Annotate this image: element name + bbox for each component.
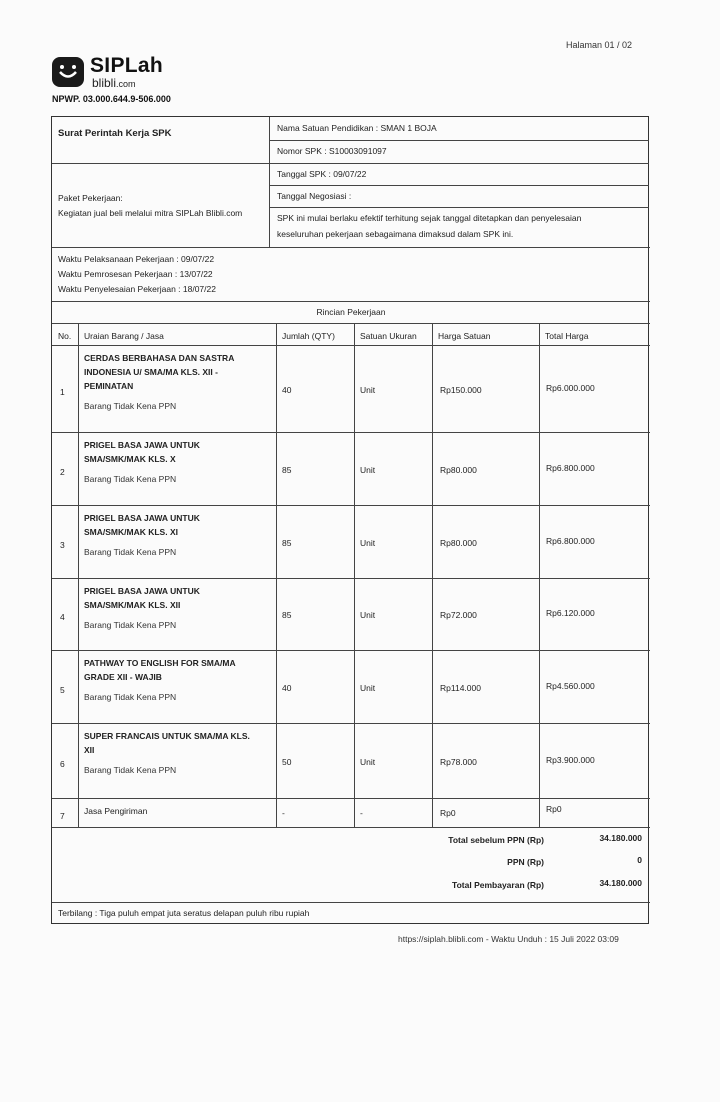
item-name-line: GRADE XII - WAJIB [84, 672, 162, 682]
doc-title: Surat Perintah Kerja SPK [58, 128, 172, 139]
item-qty: 85 [282, 464, 292, 475]
item-ppn-note: Barang Tidak Kena PPN [84, 620, 177, 630]
item-no: 3 [60, 539, 65, 550]
smile-bag-icon [52, 57, 84, 87]
column-header-satuan: Satuan Ukuran [360, 331, 417, 341]
item-ppn-note: Barang Tidak Kena PPN [84, 547, 177, 557]
item-ppn-note: Barang Tidak Kena PPN [84, 474, 177, 484]
logo-subtitle: blibli.com [92, 76, 136, 90]
item-name-line: PRIGEL BASA JAWA UNTUK [84, 513, 200, 523]
item-no: 7 [60, 810, 65, 821]
item-total: Rp3.900.000 [546, 754, 595, 765]
item-unit: Unit [360, 464, 376, 475]
item-total: Rp4.560.000 [546, 680, 595, 691]
item-unit: Unit [360, 682, 376, 693]
item-qty: 40 [282, 682, 292, 693]
item-qty: 85 [282, 610, 292, 620]
total-sebelum-label: Total sebelum PPN (Rp) [448, 835, 544, 845]
column-header-no: No. [58, 331, 72, 341]
keterangan-line-1: SPK ini mulai berlaku efektif terhitung sejak tanggal ditetapkan dan penyelesaian [277, 213, 582, 223]
ppn-value: 0 [637, 855, 642, 865]
item-name-line: CERDAS BERBAHASA DAN SASTRA [84, 353, 235, 363]
item-name-line: PRIGEL BASA JAWA UNTUK [84, 440, 200, 450]
item-price: Rp80.000 [440, 537, 477, 548]
item-no: 4 [60, 612, 65, 622]
item-total: Rp6.000.000 [546, 382, 595, 393]
item-ppn-note: Barang Tidak Kena PPN [84, 765, 177, 775]
column-header-total: Total Harga [545, 331, 589, 341]
paket-value: Kegiatan jual beli melalui mitra SIPLah Blibli.com [58, 208, 243, 218]
keterangan-line-2: keseluruhan pekerjaan sebagaimana dimaksud dalam SPK ini. [277, 229, 514, 239]
column-header-qty: Jumlah (QTY) [282, 331, 335, 341]
column-header-harga: Harga Satuan [438, 331, 491, 341]
item-unit: - [360, 808, 363, 818]
item-total: Rp6.120.000 [546, 608, 595, 618]
tanggal-spk: Tanggal SPK : 09/07/22 [277, 169, 367, 179]
nama-satuan: Nama Satuan Pendidikan : SMAN 1 BOJA [277, 123, 437, 133]
item-price: Rp150.000 [440, 384, 482, 395]
item-description [84, 804, 272, 818]
item-description [84, 351, 272, 411]
item-name-line: Jasa Pengiriman [84, 806, 148, 816]
total-pembayaran-value: 34.180.000 [599, 878, 642, 888]
total-sebelum-value: 34.180.000 [599, 833, 642, 843]
nomor-spk: Nomor SPK : S10003091097 [277, 146, 387, 156]
item-description [84, 584, 272, 630]
item-no: 5 [60, 684, 65, 695]
item-no: 2 [60, 466, 65, 477]
item-no: 6 [60, 758, 65, 769]
terbilang: Terbilang : Tiga puluh empat juta seratus delapan puluh ribu rupiah [58, 908, 310, 918]
waktu-pemrosesan: Waktu Pemrosesan Pekerjaan : 13/07/22 [58, 269, 213, 279]
item-name-line: PATHWAY TO ENGLISH FOR SMA/MA [84, 658, 236, 668]
ppn-label: PPN (Rp) [507, 857, 544, 867]
item-ppn-note: Barang Tidak Kena PPN [84, 401, 177, 411]
total-pembayaran-label: Total Pembayaran (Rp) [452, 880, 544, 890]
item-total: Rp0 [546, 804, 562, 814]
column-header-uraian: Uraian Barang / Jasa [84, 331, 164, 341]
waktu-penyelesaian: Waktu Penyelesaian Pekerjaan : 18/07/22 [58, 284, 216, 294]
item-qty: 40 [282, 384, 292, 395]
item-unit: Unit [360, 756, 376, 767]
waktu-pelaksanaan: Waktu Pelaksanaan Pekerjaan : 09/07/22 [58, 254, 215, 264]
item-price: Rp78.000 [440, 756, 477, 767]
item-ppn-note: Barang Tidak Kena PPN [84, 692, 177, 702]
item-description [84, 438, 272, 484]
item-qty: 85 [282, 537, 292, 548]
tanggal-negosiasi: Tanggal Negosiasi : [277, 191, 352, 201]
rincian-title: Rincian Pekerjaan [316, 307, 386, 317]
item-unit: Unit [360, 537, 376, 548]
page-number: Halaman 01 / 02 [566, 40, 633, 50]
item-name-line: INDONESIA U/ SMA/MA KLS. XII - [84, 367, 218, 377]
item-name-line: PEMINATAN [84, 381, 134, 391]
item-name-line: SMA/SMK/MAK KLS. XI [84, 527, 178, 537]
item-description [84, 729, 272, 775]
item-description [84, 656, 272, 702]
siplah-logo [52, 55, 192, 93]
item-price: Rp72.000 [440, 610, 477, 620]
footer-download-info: https://siplah.blibli.com - Waktu Unduh : 15 Juli 2022 03:09 [398, 934, 619, 944]
spk-table [51, 116, 649, 924]
item-name-line: PRIGEL BASA JAWA UNTUK [84, 586, 200, 596]
item-price: Rp114.000 [440, 682, 481, 693]
item-name-line: XII [84, 745, 95, 755]
item-qty: 50 [282, 756, 292, 767]
item-total: Rp6.800.000 [546, 462, 595, 473]
item-price: Rp0 [440, 808, 456, 818]
npwp-number: NPWP. 03.000.644.9-506.000 [52, 94, 171, 104]
item-unit: Unit [360, 610, 376, 620]
item-price: Rp80.000 [440, 464, 477, 475]
item-name-line: SUPER FRANCAIS UNTUK SMA/MA KLS. [84, 731, 250, 741]
item-name-line: SMA/SMK/MAK KLS. X [84, 454, 176, 464]
item-no: 1 [60, 386, 65, 397]
logo-title: SIPLah [90, 54, 163, 77]
item-name-line: SMA/SMK/MAK KLS. XII [84, 600, 181, 610]
item-total: Rp6.800.000 [546, 535, 595, 546]
item-qty: - [282, 808, 285, 818]
item-description [84, 511, 272, 557]
paket-label: Paket Pekerjaan: [58, 193, 123, 203]
item-unit: Unit [360, 384, 376, 395]
